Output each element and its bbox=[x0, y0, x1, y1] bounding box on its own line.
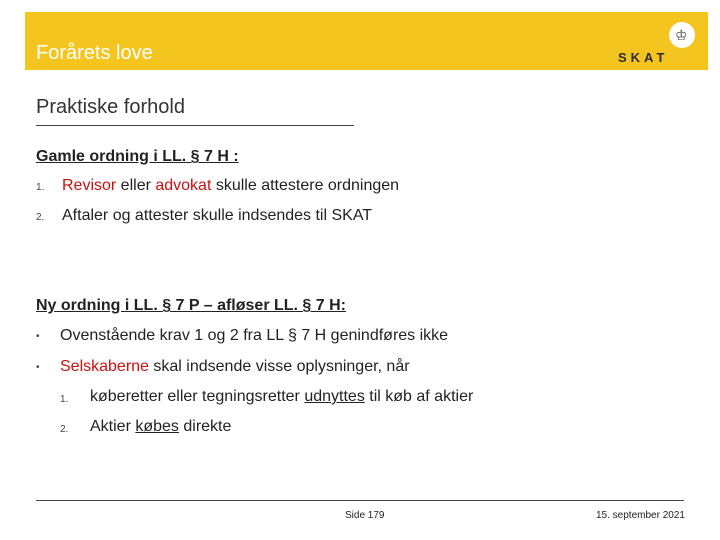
page-number: Side 179 bbox=[345, 510, 385, 521]
list-marker: 2. bbox=[60, 424, 69, 435]
list-text: skulle attestere ordningen bbox=[211, 177, 400, 194]
header-title: Forårets love bbox=[36, 42, 153, 64]
revisor-text: Revisor bbox=[62, 177, 117, 194]
footer-divider bbox=[36, 500, 684, 501]
bullet-marker: • bbox=[36, 331, 40, 342]
list-text: skal indsende visse oplysninger, når bbox=[148, 358, 410, 375]
list-text: køberetter eller tegningsretter bbox=[90, 388, 305, 405]
selskaberne-text: Selskaberne bbox=[60, 358, 149, 375]
slide-subtitle: Praktiske forhold bbox=[36, 96, 185, 118]
bullet-marker: • bbox=[36, 362, 40, 373]
list-text: direkte bbox=[178, 418, 232, 435]
crown-icon: ♔ bbox=[669, 22, 695, 48]
list-item bbox=[90, 418, 231, 436]
skat-logo: SKAT bbox=[618, 50, 669, 65]
list-item bbox=[62, 177, 399, 195]
list-text: til køb af aktier bbox=[364, 388, 474, 405]
list-text: eller bbox=[116, 177, 156, 194]
old-scheme-heading: Gamle ordning i LL. § 7 H : bbox=[36, 148, 239, 165]
list-marker: 2. bbox=[36, 212, 45, 223]
list-item: Ovenstående krav 1 og 2 fra LL § 7 H genindføres ikke bbox=[60, 327, 449, 344]
kobes-text: købes bbox=[135, 418, 179, 435]
list-marker: 1. bbox=[36, 182, 45, 193]
subtitle-divider bbox=[36, 125, 354, 126]
list-item: Aftaler og attester skulle indsendes til SKAT bbox=[62, 207, 373, 224]
header-bar bbox=[25, 12, 708, 70]
new-scheme-heading: Ny ordning i LL. § 7 P – afløser LL. § 7 H: bbox=[36, 297, 346, 314]
advokat-text: advokat bbox=[155, 177, 212, 194]
list-text: Aktier bbox=[90, 418, 136, 435]
list-item bbox=[90, 388, 473, 406]
list-marker: 1. bbox=[60, 394, 69, 405]
list-item bbox=[60, 358, 410, 376]
footer-date: 15. september 2021 bbox=[596, 510, 685, 521]
udnyttes-text: udnyttes bbox=[304, 388, 365, 405]
